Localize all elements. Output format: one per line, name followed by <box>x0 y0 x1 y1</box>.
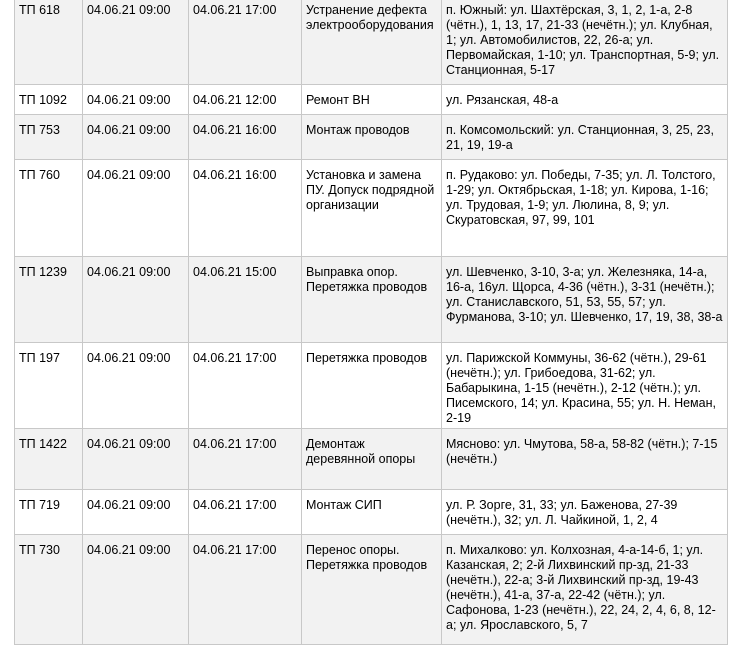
substation-cell: ТП 760 <box>15 160 83 257</box>
work-type-cell: Ремонт ВН <box>302 85 442 115</box>
end-time-cell: 04.06.21 17:00 <box>189 429 302 490</box>
table-row <box>15 343 728 429</box>
work-type-cell: Установка и замена ПУ. Допуск подрядной организации <box>302 160 442 257</box>
end-time-cell: 04.06.21 15:00 <box>189 257 302 343</box>
substation-cell: ТП 618 <box>15 0 83 85</box>
address-cell: п. Михалково: ул. Колхозная, 4-а-14-б, 1; ул. Казанская, 2; 2-й Лихвинский пр-зд, 21-33 (нечётн.), 22-а; 3-й Лихвинский пр-зд, 19-43 (нечётн.), 41-а, 37-а, 22-42 (чётн.); ул. Сафонова, 1-23 (нечётн.), 22, 24, 2, 4, 6, 8, 12-а; ул. Ярославского, 5, 7 <box>442 535 728 645</box>
end-time-cell: 04.06.21 16:00 <box>189 160 302 257</box>
address-cell: п. Южный: ул. Шахтёрская, 3, 1, 2, 1-а, 2-8 (чётн.), 1, 13, 17, 21-33 (нечётн.); ул. Клубная, 1; ул. Автомобилистов, 22, 26-а; ул. Первомайская, 1-10; ул. Транспортная, 5-9; ул. Станционная, 5-17 <box>442 0 728 85</box>
start-time-cell: 04.06.21 09:00 <box>83 85 189 115</box>
work-type-cell: Монтаж СИП <box>302 490 442 535</box>
end-time-cell: 04.06.21 17:00 <box>189 0 302 85</box>
substation-cell: ТП 730 <box>15 535 83 645</box>
table-row <box>15 429 728 490</box>
address-cell: ул. Рязанская, 48-а <box>442 85 728 115</box>
end-time-cell: 04.06.21 17:00 <box>189 343 302 429</box>
table-row <box>15 85 728 115</box>
end-time-cell: 04.06.21 17:00 <box>189 535 302 645</box>
substation-cell: ТП 1092 <box>15 85 83 115</box>
address-cell: ул. Парижской Коммуны, 36-62 (чётн.), 29-61 (нечётн.); ул. Грибоедова, 31-62; ул. Бабарыкина, 1-15 (нечётн.), 2-12 (чётн.); ул. Писемского, 14; ул. Красина, 55; ул. Н. Неман, 2-19 <box>442 343 728 429</box>
work-type-cell: Монтаж проводов <box>302 115 442 160</box>
start-time-cell: 04.06.21 09:00 <box>83 429 189 490</box>
start-time-cell: 04.06.21 09:00 <box>83 257 189 343</box>
address-cell: ул. Р. Зорге, 31, 33; ул. Баженова, 27-39 (нечётн.), 32; ул. Л. Чайкиной, 1, 2, 4 <box>442 490 728 535</box>
work-type-cell: Выправка опор. Перетяжка проводов <box>302 257 442 343</box>
work-type-cell: Перетяжка проводов <box>302 343 442 429</box>
start-time-cell: 04.06.21 09:00 <box>83 490 189 535</box>
start-time-cell: 04.06.21 09:00 <box>83 0 189 85</box>
work-type-cell: Перенос опоры. Перетяжка проводов <box>302 535 442 645</box>
end-time-cell: 04.06.21 16:00 <box>189 115 302 160</box>
address-cell: п. Комсомольский: ул. Станционная, 3, 25, 23, 21, 19, 19-а <box>442 115 728 160</box>
table-row <box>15 535 728 645</box>
address-cell: п. Рудаково: ул. Победы, 7-35; ул. Л. Толстого, 1-29; ул. Октябрьская, 1-18; ул. Кирова, 1-16; ул. Трудовая, 1-9; ул. Люлина, 8, 9; ул. Скуратовская, 97, 99, 101 <box>442 160 728 257</box>
substation-cell: ТП 719 <box>15 490 83 535</box>
outage-schedule-table <box>14 0 728 645</box>
start-time-cell: 04.06.21 09:00 <box>83 343 189 429</box>
work-type-cell: Устранение дефекта электрооборудования <box>302 0 442 85</box>
table-row <box>15 490 728 535</box>
table-row <box>15 257 728 343</box>
substation-cell: ТП 1422 <box>15 429 83 490</box>
address-cell: ул. Шевченко, 3-10, 3-а; ул. Железняка, 14-а, 16-а, 16ул. Щорса, 4-36 (чётн.), 3-31 (нечётн.); ул. Станиславского, 51, 53, 55, 57; ул. Фурманова, 3-10; ул. Шевченко, 17, 19, 38, 38-а <box>442 257 728 343</box>
end-time-cell: 04.06.21 17:00 <box>189 490 302 535</box>
table-row <box>15 0 728 85</box>
start-time-cell: 04.06.21 09:00 <box>83 160 189 257</box>
table-row <box>15 160 728 257</box>
substation-cell: ТП 1239 <box>15 257 83 343</box>
start-time-cell: 04.06.21 09:00 <box>83 535 189 645</box>
end-time-cell: 04.06.21 12:00 <box>189 85 302 115</box>
work-type-cell: Демонтаж деревянной опоры <box>302 429 442 490</box>
substation-cell: ТП 753 <box>15 115 83 160</box>
substation-cell: ТП 197 <box>15 343 83 429</box>
start-time-cell: 04.06.21 09:00 <box>83 115 189 160</box>
table-row <box>15 115 728 160</box>
address-cell: Мясново: ул. Чмутова, 58-а, 58-82 (чётн.); 7-15 (нечётн.) <box>442 429 728 490</box>
